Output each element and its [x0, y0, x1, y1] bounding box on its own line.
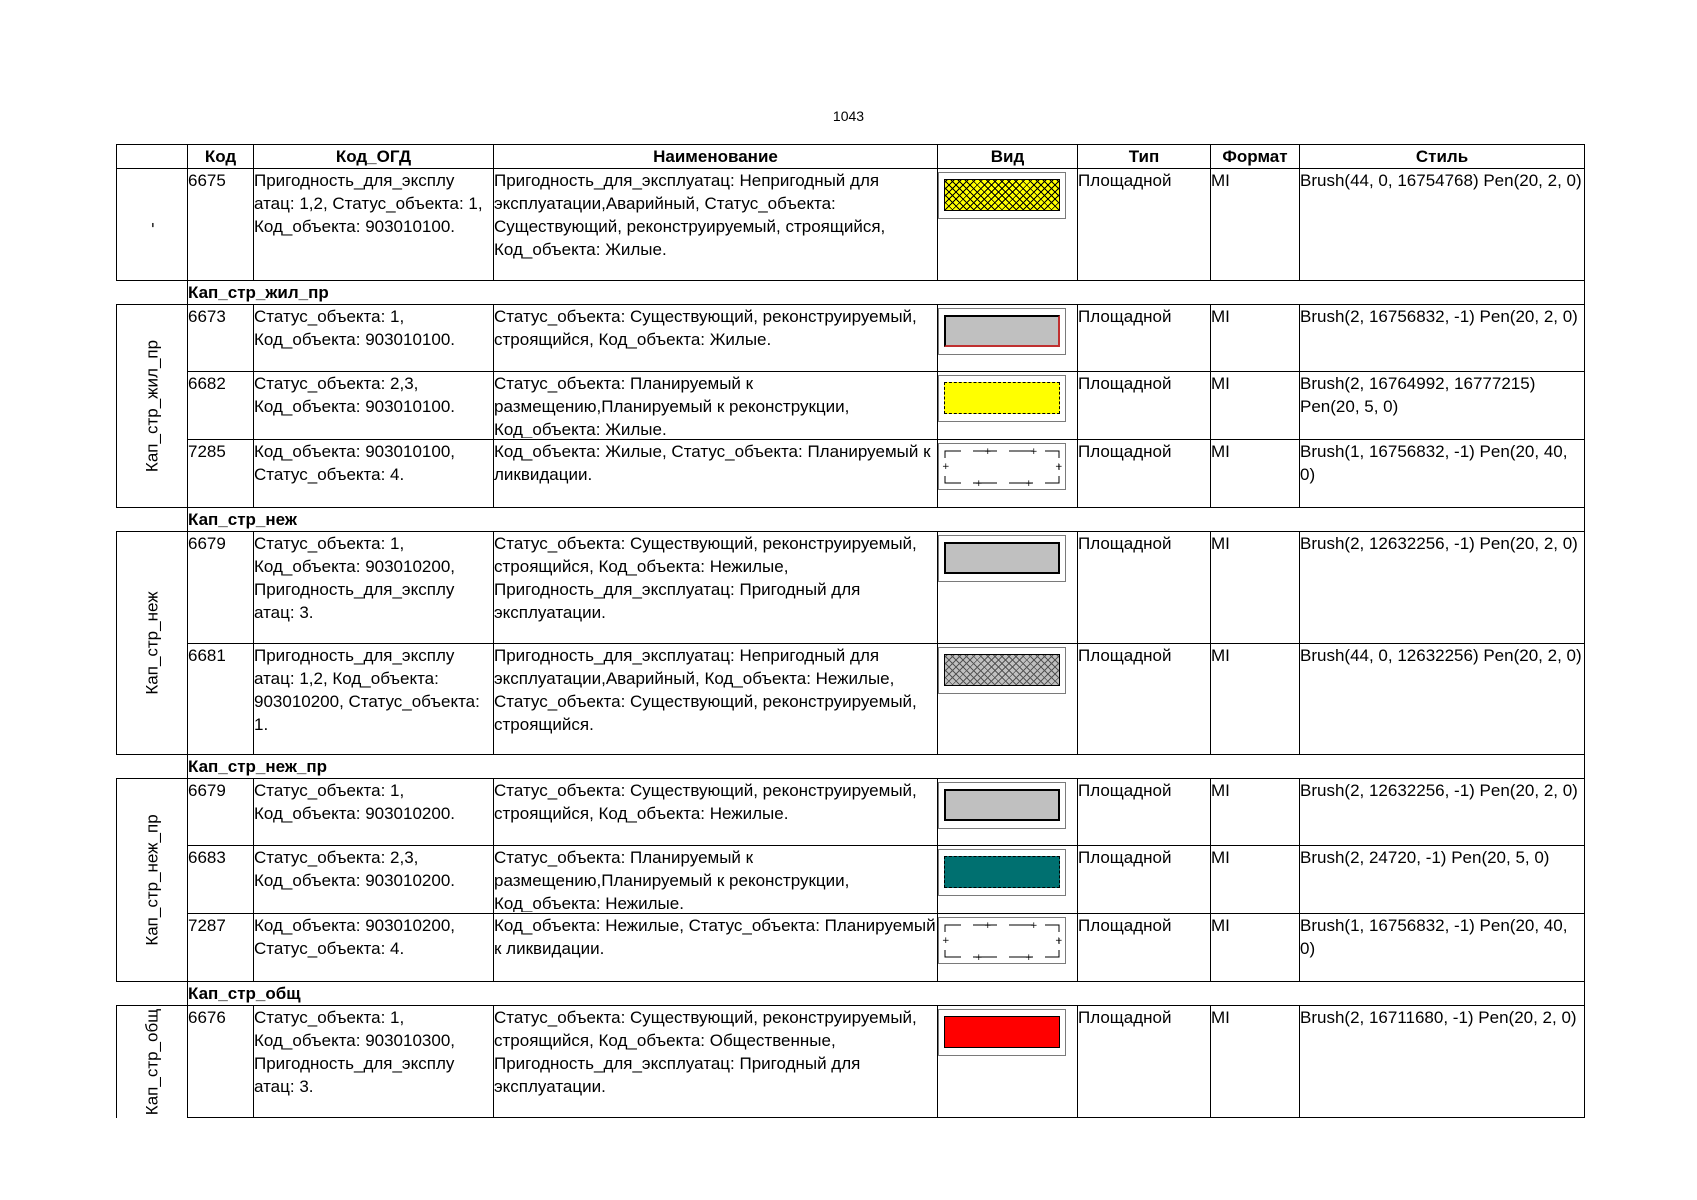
style-swatch [938, 375, 1066, 422]
cell-kod-ogd-text: Статус_объекта: 1, Код_объекта: 903010200, Пригодность_для_эксплу атац: 3. [254, 534, 456, 622]
group-header-row [117, 755, 1585, 779]
group-side-label [117, 779, 188, 982]
style-swatch [938, 647, 1066, 694]
swatch-fill [944, 856, 1060, 888]
cell-kod-text: 6681 [188, 646, 226, 665]
cell-kod-text: 6679 [188, 534, 226, 553]
legend-table [116, 144, 1585, 1118]
cell-name-text: Статус_объекта: Планируемый к размещению,Планируемый к реконструкции, Код_объекта: Жилые. [494, 374, 850, 438]
swatch-fill [944, 542, 1060, 574]
cell-format-text: MI [1211, 534, 1230, 553]
group-side-label-text: ‐ [142, 221, 162, 228]
cell-name-text: Пригодность_для_эксплуатац: Непригодный для эксплуатации,Аварийный, Код_объекта: Нежилые, Статус_объекта: Существующий, реконструируемый, строящийся. [494, 646, 917, 734]
svg-text:+: + [975, 953, 983, 963]
cell-tip [1078, 644, 1211, 755]
table-row [117, 305, 1585, 372]
style-swatch [938, 1009, 1066, 1056]
cell-format [1211, 779, 1300, 846]
header-spacer [117, 145, 188, 169]
cell-tip-text: Площадной [1078, 848, 1172, 867]
style-swatch [938, 535, 1066, 582]
cell-style-text: Brush(2, 16764992, 16777215) Pen(20, 5, 0) [1300, 374, 1536, 416]
group-header-row [117, 982, 1585, 1006]
cell-kod-text: 6676 [188, 1008, 226, 1027]
cell-style [1300, 914, 1585, 982]
cell-kod-text: 6682 [188, 374, 226, 393]
cell-kod-ogd [254, 914, 494, 982]
cell-name [494, 305, 938, 372]
cell-vid [938, 440, 1078, 508]
cell-vid [938, 779, 1078, 846]
header-style: Стиль [1300, 145, 1585, 169]
cell-kod-ogd-text: Пригодность_для_эксплу атац: 1,2, Статус_объекта: 1, Код_объекта: 903010100. [254, 171, 483, 236]
cell-name [494, 846, 938, 914]
cell-name-text: Код_объекта: Нежилые, Статус_объекта: Планируемый к ликвидации. [494, 916, 936, 958]
group-header-row [117, 508, 1585, 532]
cell-tip-text: Площадной [1078, 171, 1172, 190]
cell-format [1211, 644, 1300, 755]
cell-tip [1078, 169, 1211, 281]
svg-text:+: + [1030, 447, 1038, 457]
cell-format-text: MI [1211, 646, 1230, 665]
header-kod-ogd: Код_ОГД [254, 145, 494, 169]
cell-format-text: MI [1211, 171, 1230, 190]
cell-kod-ogd [254, 644, 494, 755]
cell-kod [188, 372, 254, 440]
cell-style [1300, 846, 1585, 914]
cell-kod-text: 6673 [188, 307, 226, 326]
group-title: Кап_стр_общ [188, 982, 1585, 1006]
cell-style [1300, 305, 1585, 372]
style-swatch [938, 782, 1066, 829]
cell-style [1300, 1006, 1585, 1118]
swatch-fill [944, 382, 1060, 414]
header-kod: Код [188, 145, 254, 169]
cell-tip [1078, 532, 1211, 644]
cell-format-text: MI [1211, 848, 1230, 867]
swatch-fill [944, 1016, 1060, 1048]
cell-tip-text: Площадной [1078, 916, 1172, 935]
cell-style-text: Brush(44, 0, 12632256) Pen(20, 2, 0) [1300, 646, 1582, 665]
cell-tip [1078, 440, 1211, 508]
group-side-label-text: Кап_стр_неж_пр [142, 814, 162, 946]
cell-format [1211, 372, 1300, 440]
cell-kod-ogd-text: Код_объекта: 903010200, Статус_объекта: 4. [254, 916, 456, 958]
group-side-label [117, 305, 188, 508]
cell-vid [938, 372, 1078, 440]
cell-kod-ogd-text: Статус_объекта: 1, Код_объекта: 903010100. [254, 307, 456, 349]
cell-tip [1078, 1006, 1211, 1118]
cell-vid [938, 169, 1078, 281]
cell-kod-ogd-text: Статус_объекта: 1, Код_объекта: 903010300, Пригодность_для_эксплу атац: 3. [254, 1008, 456, 1096]
cell-tip-text: Площадной [1078, 1008, 1172, 1027]
cell-vid [938, 846, 1078, 914]
cell-name [494, 372, 938, 440]
cell-kod-ogd-text: Статус_объекта: 1, Код_объекта: 903010200. [254, 781, 456, 823]
cell-style-text: Brush(2, 12632256, -1) Pen(20, 2, 0) [1300, 534, 1578, 553]
cell-style-text: Brush(2, 16756832, -1) Pen(20, 2, 0) [1300, 307, 1578, 326]
header-name: Наименование [494, 145, 938, 169]
cell-kod [188, 846, 254, 914]
cell-kod-ogd [254, 305, 494, 372]
cell-style-text: Brush(1, 16756832, -1) Pen(20, 40, 0) [1300, 442, 1568, 484]
swatch-fill [944, 654, 1060, 686]
group-title: Кап_стр_неж_пр [188, 755, 1585, 779]
svg-text:+: + [1055, 462, 1063, 472]
cell-kod-ogd [254, 169, 494, 281]
cell-kod [188, 779, 254, 846]
page-number: 1043 [832, 108, 865, 124]
svg-text:+: + [1030, 921, 1038, 931]
cell-kod-ogd-text: Статус_объекта: 2,3, Код_объекта: 903010200. [254, 848, 456, 890]
cell-kod [188, 644, 254, 755]
cell-style [1300, 644, 1585, 755]
table-row [117, 779, 1585, 846]
group-header-spacer [117, 508, 188, 532]
group-title: Кап_стр_жил_пр [188, 281, 1585, 305]
cell-kod-ogd [254, 1006, 494, 1118]
cell-style-text: Brush(1, 16756832, -1) Pen(20, 40, 0) [1300, 916, 1568, 958]
cell-style-text: Brush(2, 12632256, -1) Pen(20, 2, 0) [1300, 781, 1578, 800]
cell-kod-text: 7285 [188, 442, 226, 461]
style-swatch [938, 917, 1066, 964]
cell-kod-ogd [254, 372, 494, 440]
group-side-label-text: Кап_стр_жил_пр [142, 339, 162, 473]
cell-style-text: Brush(2, 16711680, -1) Pen(20, 2, 0) [1300, 1008, 1577, 1027]
cell-style [1300, 169, 1585, 281]
cell-name [494, 532, 938, 644]
cell-tip [1078, 779, 1211, 846]
cell-kod-ogd [254, 779, 494, 846]
cell-name [494, 779, 938, 846]
cell-name [494, 1006, 938, 1118]
svg-text:+: + [942, 462, 950, 472]
cell-name-text: Пригодность_для_эксплуатац: Непригодный для эксплуатации,Аварийный, Статус_объекта: Существующий, реконструируемый, строящийся, Код_объекта: Жилые. [494, 171, 886, 259]
cell-kod-ogd [254, 440, 494, 508]
cell-name-text: Статус_объекта: Существующий, реконструируемый, строящийся, Код_объекта: Нежилые. [494, 781, 917, 823]
cell-name [494, 440, 938, 508]
cell-name-text: Статус_объекта: Планируемый к размещению,Планируемый к реконструкции, Код_объекта: Нежилые. [494, 848, 850, 912]
cell-format [1211, 169, 1300, 281]
svg-text:+: + [942, 936, 950, 946]
group-side-label-text: Кап_стр_общ [142, 1008, 162, 1115]
cell-tip-text: Площадной [1078, 307, 1172, 326]
style-swatch [938, 308, 1066, 355]
cell-kod [188, 440, 254, 508]
table-row [117, 440, 1585, 508]
table-row [117, 532, 1585, 644]
group-title: Кап_стр_неж [188, 508, 1585, 532]
style-swatch [938, 172, 1066, 219]
cell-tip [1078, 372, 1211, 440]
cell-format-text: MI [1211, 1008, 1230, 1027]
table-row [117, 169, 1585, 281]
cell-format-text: MI [1211, 374, 1230, 393]
cell-kod [188, 169, 254, 281]
header-vid: Вид [938, 145, 1078, 169]
group-side-label-text: Кап_стр_неж [142, 591, 162, 695]
cell-name-text: Код_объекта: Жилые, Статус_объекта: Планируемый к ликвидации. [494, 442, 931, 484]
header-tip: Тип [1078, 145, 1211, 169]
cell-kod-text: 6675 [188, 171, 226, 190]
table-row [117, 644, 1585, 755]
cell-kod-ogd [254, 846, 494, 914]
cell-kod [188, 914, 254, 982]
table-row [117, 914, 1585, 982]
svg-text:+: + [1025, 479, 1033, 489]
svg-text:+: + [984, 921, 992, 931]
cell-kod-ogd-text: Статус_объекта: 2,3, Код_объекта: 903010100. [254, 374, 456, 416]
cell-format [1211, 846, 1300, 914]
cell-style [1300, 372, 1585, 440]
style-swatch [938, 443, 1066, 490]
cell-kod [188, 532, 254, 644]
table-row [117, 1006, 1585, 1118]
cell-kod-text: 6679 [188, 781, 226, 800]
style-swatch [938, 849, 1066, 896]
cell-name [494, 914, 938, 982]
cell-tip-text: Площадной [1078, 442, 1172, 461]
header-format: Формат [1211, 145, 1300, 169]
cell-kod-ogd [254, 532, 494, 644]
swatch-fill [944, 179, 1060, 211]
cell-tip-text: Площадной [1078, 534, 1172, 553]
cell-format [1211, 440, 1300, 508]
group-header-row [117, 281, 1585, 305]
cell-kod-ogd-text: Пригодность_для_эксплу атац: 1,2, Код_объекта: 903010200, Статус_объекта: 1. [254, 646, 480, 734]
cell-style [1300, 440, 1585, 508]
cell-kod-text: 6683 [188, 848, 226, 867]
cell-vid [938, 644, 1078, 755]
group-side-label [117, 169, 188, 281]
group-header-spacer [117, 982, 188, 1006]
cell-tip [1078, 846, 1211, 914]
table-row [117, 846, 1585, 914]
cell-format [1211, 532, 1300, 644]
cell-tip-text: Площадной [1078, 646, 1172, 665]
cell-format [1211, 305, 1300, 372]
cell-format-text: MI [1211, 781, 1230, 800]
header-row [117, 145, 1585, 169]
group-side-label [117, 532, 188, 755]
svg-text:+: + [975, 479, 983, 489]
cell-style-text: Brush(44, 0, 16754768) Pen(20, 2, 0) [1300, 171, 1582, 190]
cell-style [1300, 779, 1585, 846]
cell-vid [938, 914, 1078, 982]
group-header-spacer [117, 755, 188, 779]
legend-table-container [116, 144, 1585, 1118]
cell-tip [1078, 914, 1211, 982]
svg-text:+: + [1055, 936, 1063, 946]
swatch-fill [944, 789, 1060, 821]
cell-format [1211, 1006, 1300, 1118]
cell-tip-text: Площадной [1078, 781, 1172, 800]
cell-kod-text: 7287 [188, 916, 226, 935]
group-side-label [117, 1006, 188, 1118]
cell-kod-ogd-text: Код_объекта: 903010100, Статус_объекта: 4. [254, 442, 456, 484]
cell-style-text: Brush(2, 24720, -1) Pen(20, 5, 0) [1300, 848, 1550, 867]
cell-name-text: Статус_объекта: Существующий, реконструируемый, строящийся, Код_объекта: Жилые. [494, 307, 917, 349]
svg-text:+: + [984, 447, 992, 457]
cell-vid [938, 305, 1078, 372]
cell-style [1300, 532, 1585, 644]
cell-tip [1078, 305, 1211, 372]
cell-name [494, 644, 938, 755]
cell-vid [938, 1006, 1078, 1118]
cell-format [1211, 914, 1300, 982]
table-row [117, 372, 1585, 440]
cell-format-text: MI [1211, 442, 1230, 461]
group-header-spacer [117, 281, 188, 305]
cell-format-text: MI [1211, 916, 1230, 935]
svg-text:+: + [1025, 953, 1033, 963]
cell-name [494, 169, 938, 281]
cell-name-text: Статус_объекта: Существующий, реконструируемый, строящийся, Код_объекта: Нежилые, Пригодность_для_эксплуатац: Пригодный для эксплуатации. [494, 534, 917, 622]
cell-tip-text: Площадной [1078, 374, 1172, 393]
cell-vid [938, 532, 1078, 644]
swatch-fill [944, 315, 1060, 347]
cell-kod [188, 305, 254, 372]
cell-format-text: MI [1211, 307, 1230, 326]
cell-kod [188, 1006, 254, 1118]
cell-name-text: Статус_объекта: Существующий, реконструируемый, строящийся, Код_объекта: Общественные, Пригодность_для_эксплуатац: Пригодный для эксплуатации. [494, 1008, 917, 1096]
